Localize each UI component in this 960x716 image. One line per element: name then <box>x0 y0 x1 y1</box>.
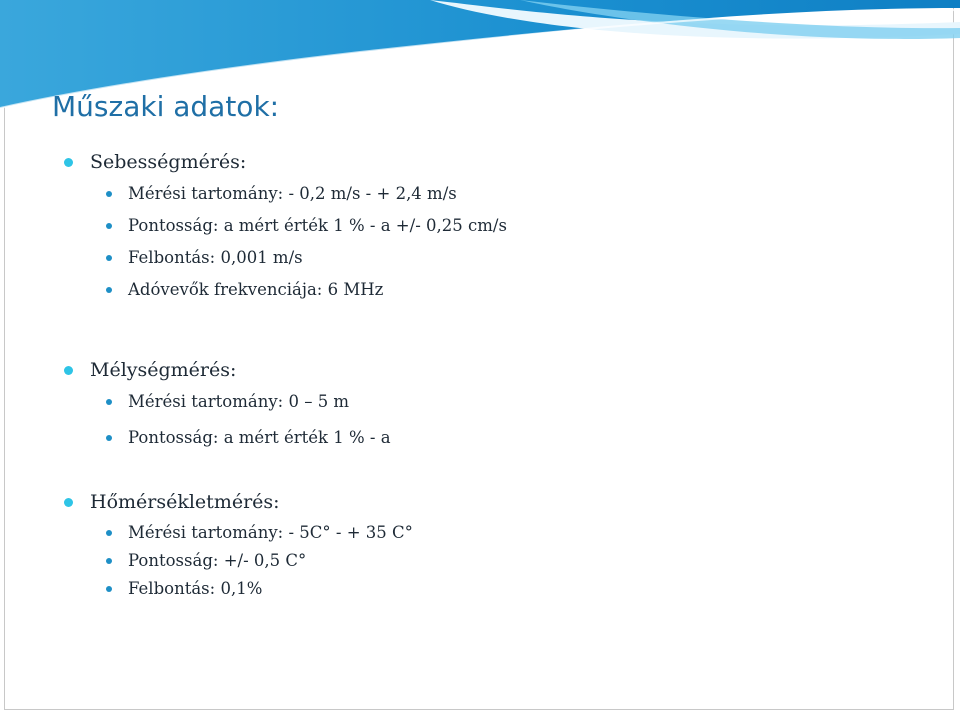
bullet-icon <box>106 287 112 293</box>
section-heading-text: Mélységmérés: <box>90 359 237 381</box>
list-item: Mérési tartomány: 0 – 5 m <box>64 391 391 413</box>
bullet-icon <box>106 435 112 441</box>
list-item: Mérési tartomány: - 5C° - + 35 C° <box>64 522 413 544</box>
section-heading-text: Hőmérsékletmérés: <box>90 491 280 513</box>
list-item: Felbontás: 0,1% <box>64 578 413 600</box>
bullet-icon <box>106 558 112 564</box>
list-item: Adóvevők frekvenciája: 6 MHz <box>64 279 507 301</box>
bullet-icon <box>64 158 73 167</box>
list-item: Pontosság: a mért érték 1 % - a <box>64 427 391 449</box>
section-heading <box>64 490 413 514</box>
section-heading-text: Sebességmérés: <box>90 151 247 173</box>
bullet-icon <box>106 191 112 197</box>
section-sebessegmeres <box>64 150 507 301</box>
bullet-icon <box>106 586 112 592</box>
section-heading <box>64 150 507 174</box>
bullet-icon <box>106 399 112 405</box>
list-item: Felbontás: 0,001 m/s <box>64 247 507 269</box>
bullet-icon <box>106 255 112 261</box>
bullet-icon <box>64 366 73 375</box>
section-heading <box>64 358 391 382</box>
section-homersekletmeres <box>64 490 413 600</box>
bullet-icon <box>64 498 73 507</box>
list-item: Mérési tartomány: - 0,2 m/s - + 2,4 m/s <box>64 183 507 205</box>
list-item: Pontosság: +/- 0,5 C° <box>64 550 413 572</box>
bullet-icon <box>106 530 112 536</box>
page-title: Műszaki adatok: <box>52 90 280 123</box>
section-melysegmeres <box>64 358 391 449</box>
list-item: Pontosság: a mért érték 1 % - a +/- 0,25 cm/s <box>64 215 507 237</box>
bullet-icon <box>106 223 112 229</box>
